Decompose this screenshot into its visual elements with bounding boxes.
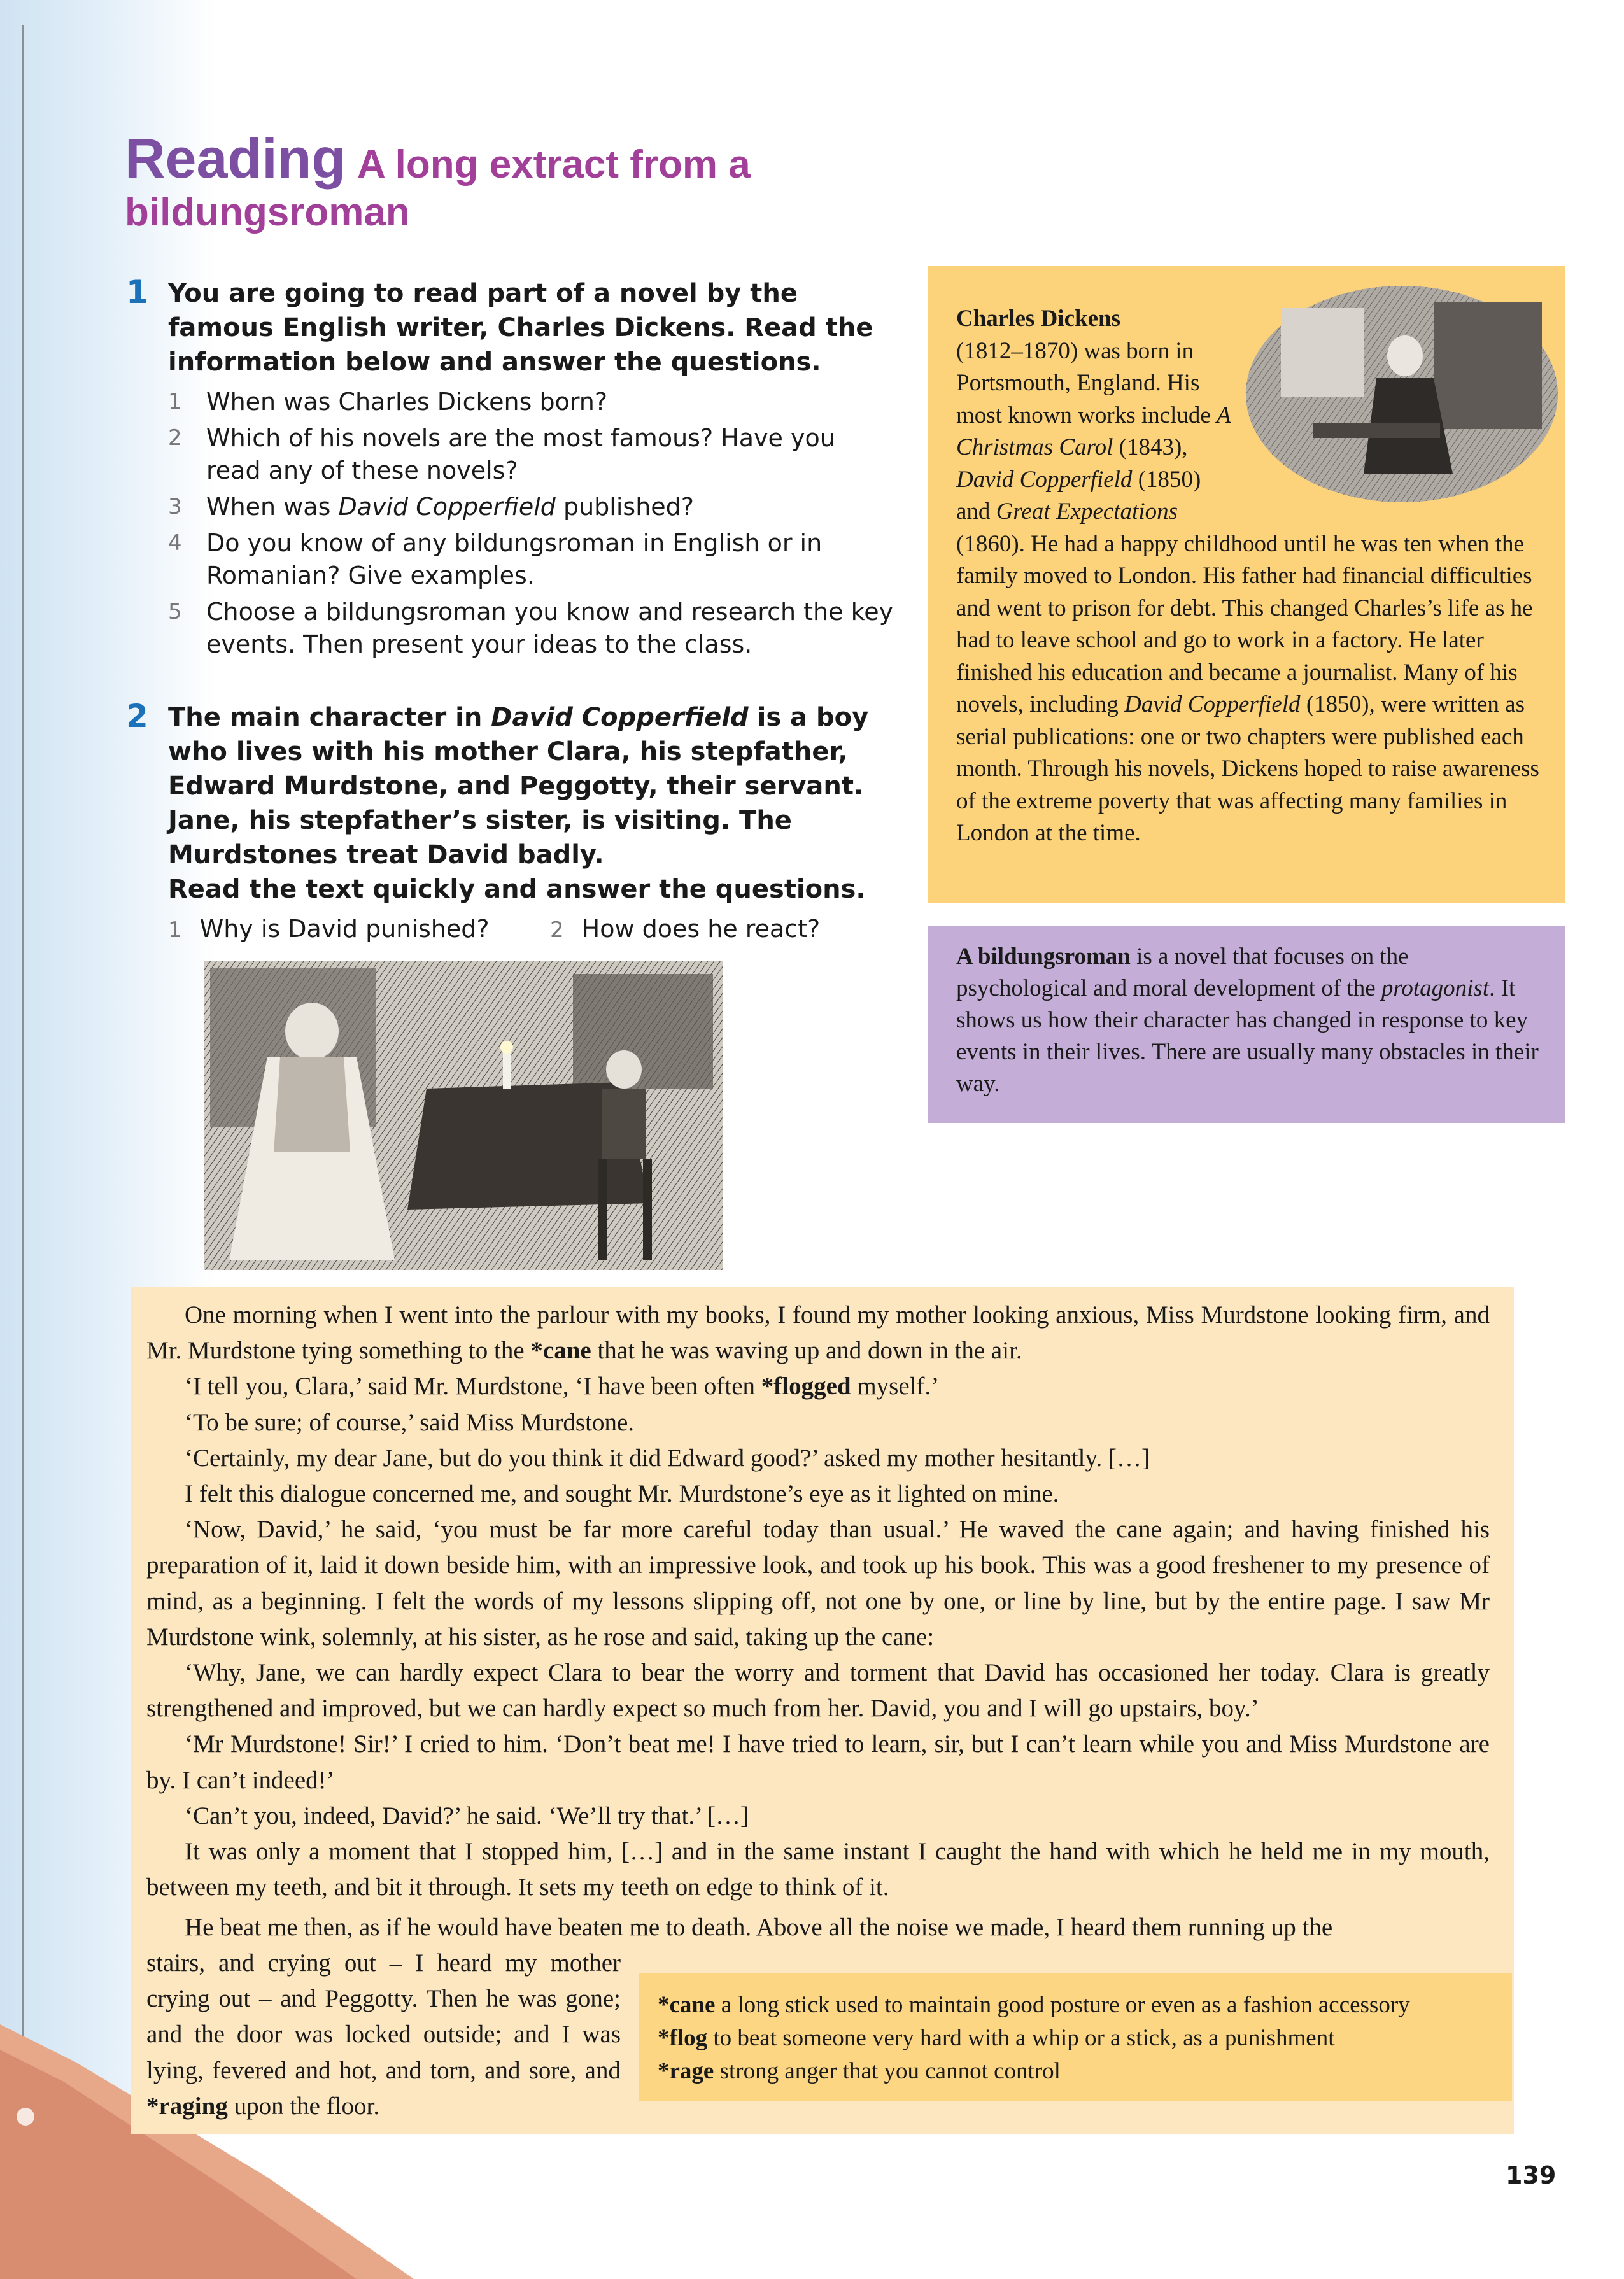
biography-text: Charles Dickens (1812–1870) was born in Portsmouth, England. His most known works include A Christmas Carol (1843), David Copperfield (1850) and Great Expectations (1860). He had a happy childhood until he was ten when the family moved to London. His father had financial difficulties and went to prison for debt. This changed Charles’s life as he had to leave school and go to work in a factory. He later finished his education and became a journalist. Many of his novels, including David Copperfield (1850), were written as serial publications: one or two chapters were published each month. Through his novels, Dickens hoped to raise awareness of the extreme poverty that was affecting many families in London at the time. <box>956 303 1542 850</box>
question-1 <box>126 274 894 665</box>
story-illustration <box>204 961 723 1270</box>
list-item: 4 Do you know of any bildungsroman in English or in Romanian? Give examples. <box>168 529 823 589</box>
question-list <box>168 913 894 947</box>
list-item: 3 When was David Copperfield published? <box>168 493 694 521</box>
title-reading: Reading <box>125 127 346 190</box>
paragraph: ‘I tell you, Clara,’ said Mr. Murdstone, ‘I have been often *flogged myself.’ <box>185 1372 940 1401</box>
paragraph: ‘Why, Jane, we can hardly expect Clara to bear the worry and torment that David has occasioned her today. Clara is greatly strengthened and improved, but we can hardly expect so much from her. David, you and I will go upstairs, boy.’ <box>146 1659 1490 1723</box>
title-subtitle: A long extract from a bildungsroman <box>125 143 751 234</box>
list-item: 5 Choose a bildungsroman you know and research the key events. Then present your ideas to the class. <box>168 598 894 658</box>
paragraph: ‘Can’t you, indeed, David?’ he said. ‘We’ll try that.’ […] <box>185 1802 749 1830</box>
binding-line <box>22 25 24 2254</box>
definition-text: A bildungsroman is a novel that focuses on the psychological and moral development of the protagonist. It shows us how their character has changed in response to key events in their lives. There are usually many obstacles in their way. <box>956 943 1539 1097</box>
paragraph: ‘Mr Murdstone! Sir!’ I cried to him. ‘Don’t beat me! I have tried to learn, sir, but I can’t learn while you and Miss Murdstone are by. I can’t indeed!’ <box>146 1730 1490 1794</box>
list-item: 2 How does he react? <box>550 915 821 943</box>
glossary-entry: *rage strong anger that you cannot control <box>658 2058 1061 2084</box>
portrait-image <box>1243 283 1561 505</box>
question-number: 2 <box>126 698 148 735</box>
definition-box <box>928 926 1565 1123</box>
biography-box <box>928 266 1565 903</box>
question-list <box>168 386 894 661</box>
paragraph: He beat me then, as if he would have beaten me to death. Above all the noise we made, I heard them running up the <box>185 1914 1333 1941</box>
extract-paragraph-narrow <box>146 1945 621 2124</box>
glossary-entry: *flog to beat someone very hard with a whip or a stick, as a punishment <box>658 2025 1335 2051</box>
paragraph: One morning when I went into the parlour with my books, I found my mother looking anxious, Miss Murdstone looking firm, and Mr. Murdstone tying something to the *cane that he was waving up and down in the air. <box>146 1301 1490 1365</box>
paragraph: ‘To be sure; of course,’ said Miss Murdstone. <box>185 1408 634 1436</box>
list-item: 2 Which of his novels are the most famous? Have you read any of these novels? <box>168 424 835 484</box>
glossary-entry: *cane a long stick used to maintain good posture or even as a fashion accessory <box>658 1992 1410 2018</box>
list-item: 1 Why is David punished? <box>168 915 490 943</box>
question-instruction: The main character in David Copperfield is a boy who lives with his mother Clara, his stepfather, Edward Murdstone, and Peggotty, their servant. Jane, his stepfather’s sister, is visiting. The Murdstones treat David badly. Read the text quickly and answer the questions. <box>168 703 869 904</box>
question-instruction: You are going to read part of a novel by the famous English writer, Charles Dickens. Read the information below and answer the questions. <box>168 279 873 377</box>
question-number: 1 <box>126 274 148 311</box>
paragraph: I felt this dialogue concerned me, and sought Mr. Murdstone’s eye as it lighted on mine. <box>185 1480 1059 1508</box>
extract-body <box>146 1297 1490 1905</box>
list-item: 1 When was Charles Dickens born? <box>168 388 608 416</box>
question-2 <box>126 698 894 947</box>
paragraph: It was only a moment that I stopped him, […] and in the same instant I caught the hand with which he held me in my mouth, between my teeth, and bit it through. It sets my teeth on edge to think of it. <box>146 1838 1490 1902</box>
page-number: 139 <box>1506 2161 1557 2189</box>
paragraph: ‘Certainly, my dear Jane, but do you think it did Edward good?’ asked my mother hesitantly. […] <box>185 1444 1150 1472</box>
extract-paragraph-last <box>146 1910 1490 1945</box>
author-name: Charles Dickens <box>956 306 1120 332</box>
glossary-box <box>639 1973 1512 2101</box>
page-title <box>125 127 952 234</box>
paragraph: stairs, and crying out – I heard my mother crying out – and Peggotty. Then he was gone; and the door was locked outside; and I was lying, fevered and hot, and torn, and sore, and *raging upon the floor. <box>146 1949 621 2120</box>
paragraph: ‘Now, David,’ he said, ‘you must be far more careful today than usual.’ He waved the cane again; and having finished his preparation of it, laid it down beside him, with an impressive look, and took up his book. This was a good freshener to my presence of mind, as a beginning. I felt the words of my lessons slipping off, not one by one, or line by line, but by the entire page. I saw Mr Murdstone wink, solemnly, at his sister, as he rose and said, taking up the cane: <box>146 1516 1490 1651</box>
